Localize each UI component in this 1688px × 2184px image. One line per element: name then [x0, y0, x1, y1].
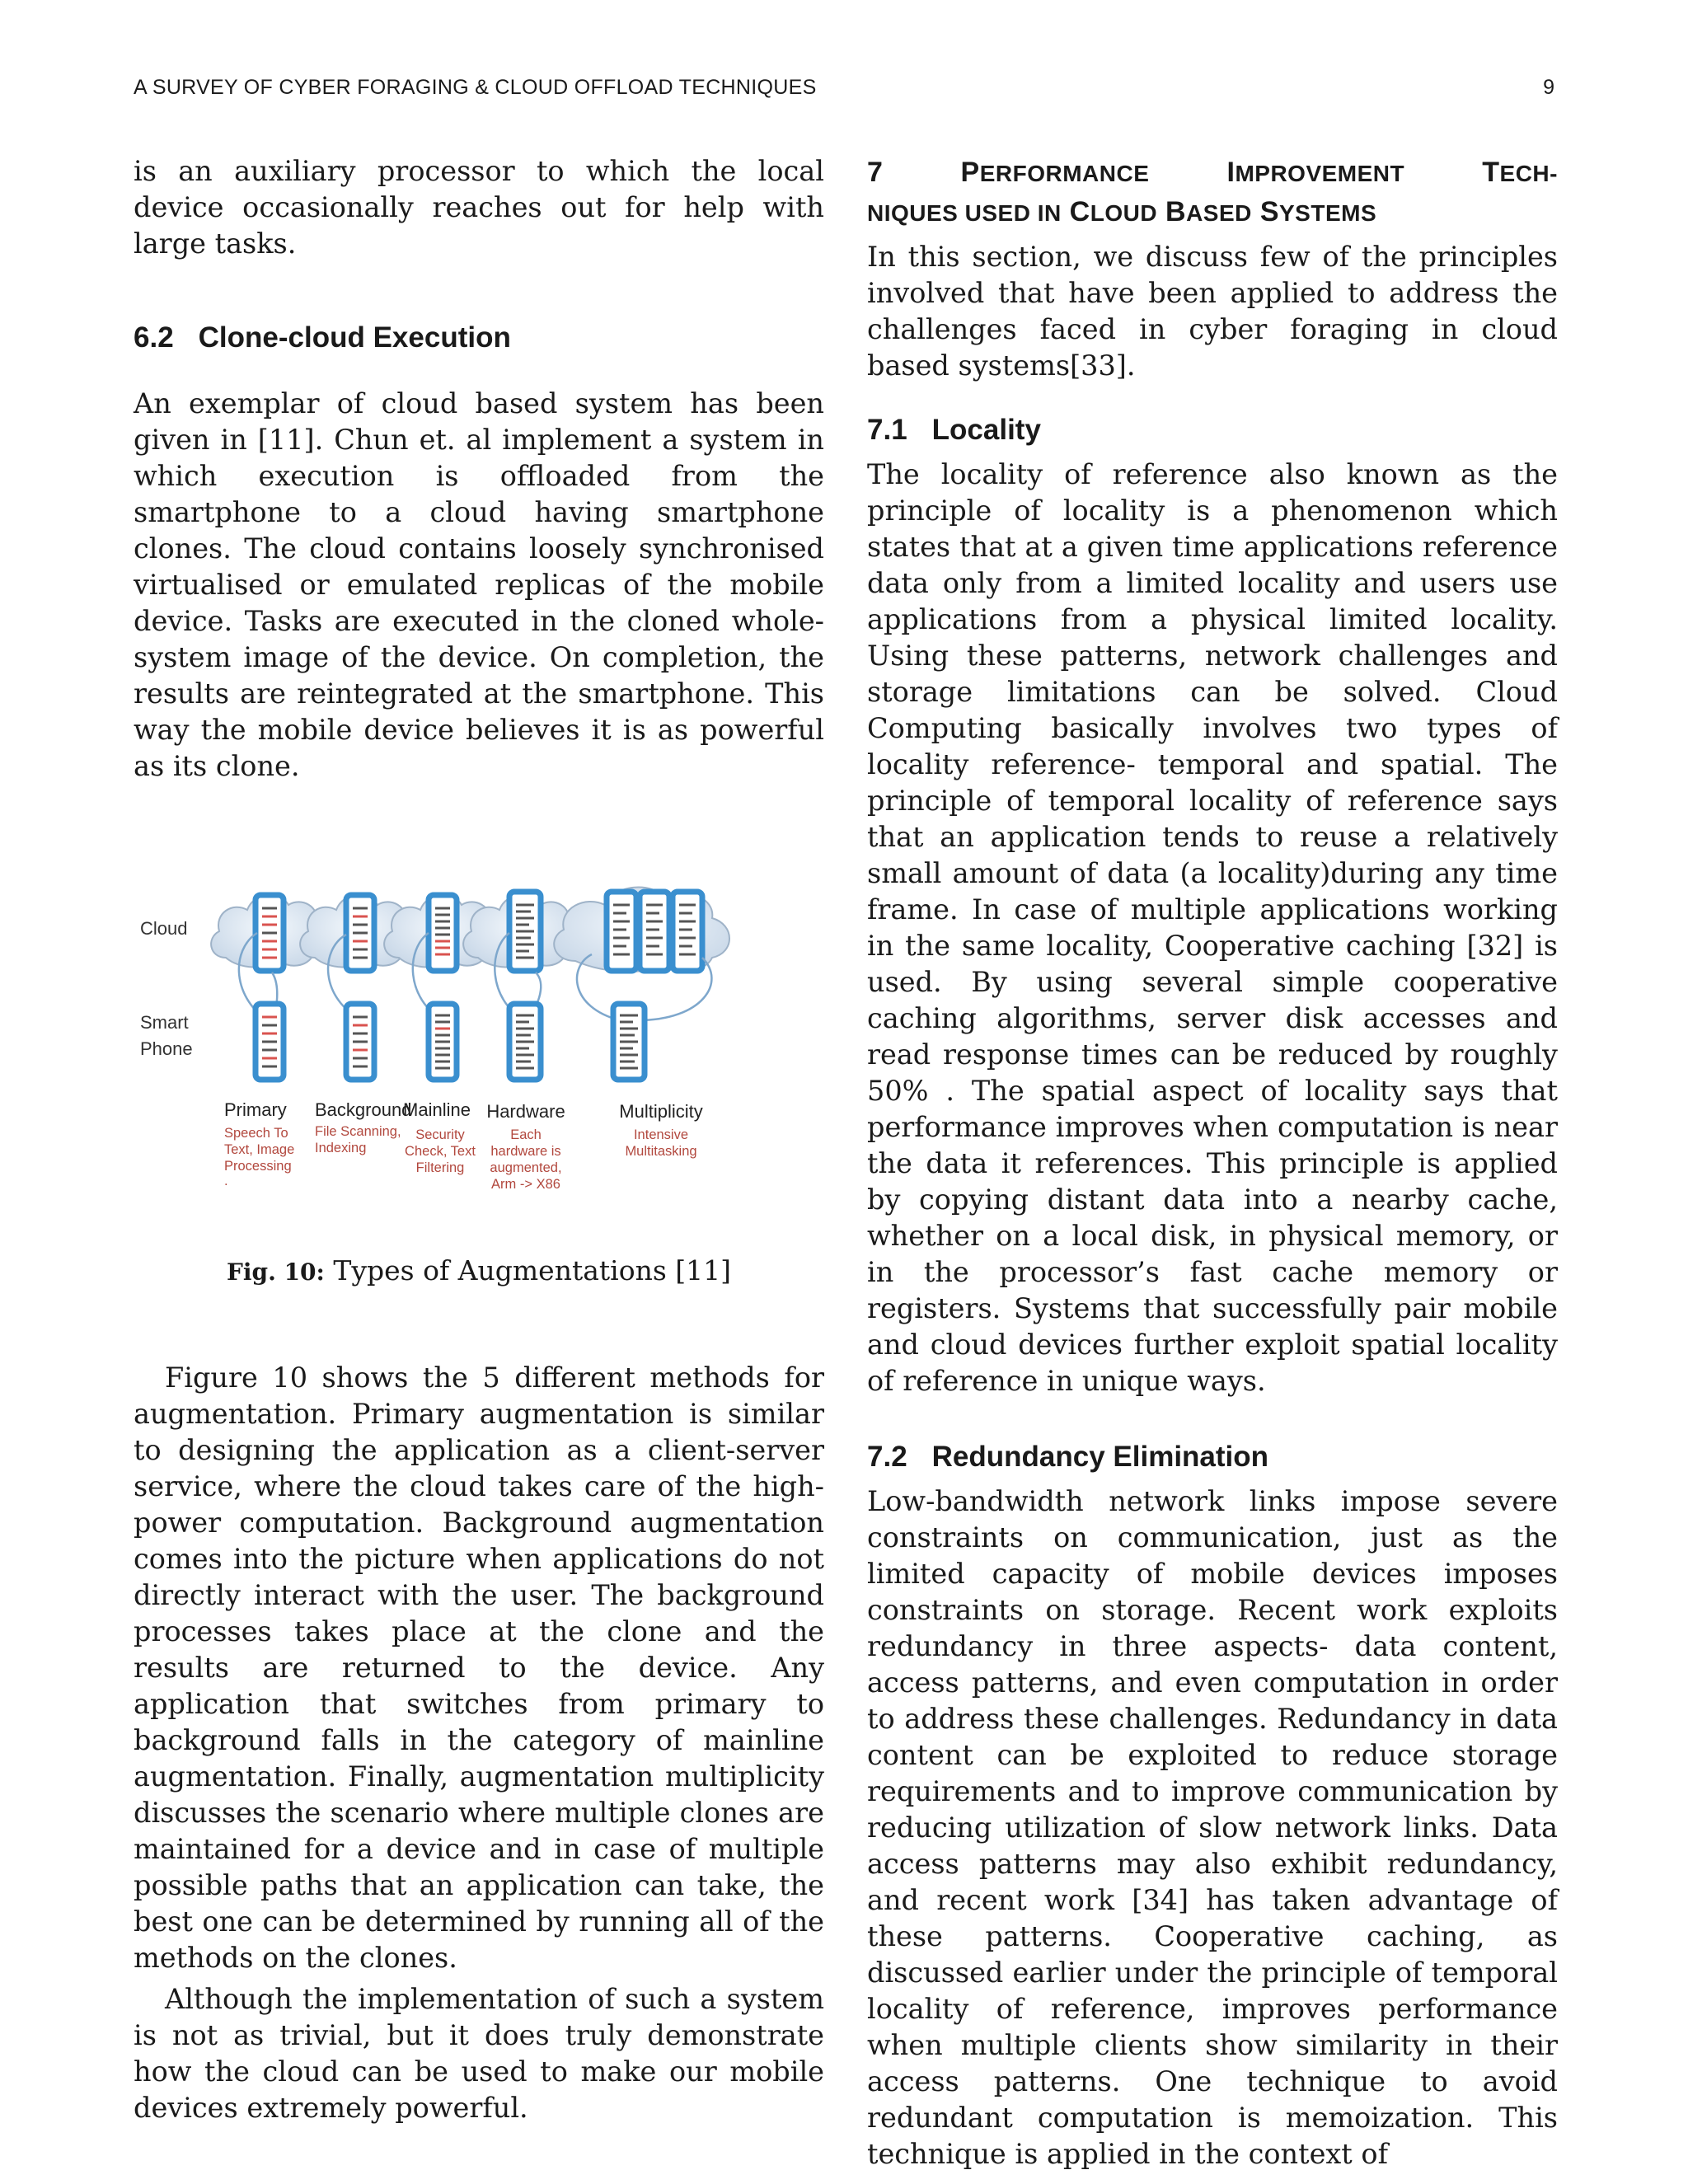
- section-7-smallcaps: ASED: [1186, 200, 1252, 226]
- redundancy-paragraph: Low-bandwidth network links impose severe constraints on communication, just as the limited capacity of mobile devices imposes constraints on storage. Recent work exploits redundancy in three aspects- data content, access patterns, and even computation in order to address these challenges. Redundancy in data content can be exploited to reduce storage requirements and to improve communication by reducing utilization of slow network links. Data access patterns may also exhibit redundancy, and recent work [34] has taken advantage of these patterns. Cooperative caching, as discussed earlier under the principle of temporal locality of reference, improves performance when multiple clients show similarity in their access patterns. One technique to avoid redundant computation is memoization. This technique is applied in the context of: [867, 1485, 1558, 2170]
- cloud-row-label: Cloud: [140, 918, 188, 939]
- hardware-desc-4: Arm -> X86: [491, 1177, 560, 1192]
- section-7-cap: S: [1259, 196, 1279, 227]
- phone-row-label: Phone: [140, 1038, 193, 1059]
- section-7-cap: C: [1069, 196, 1090, 227]
- page-number: 9: [1543, 76, 1554, 99]
- section-7-cap: I: [1226, 157, 1236, 188]
- section-7-smallcaps: LOUD: [1090, 200, 1158, 226]
- section-title: Locality: [931, 414, 1041, 446]
- type-name-hardware: Hardware: [486, 1101, 565, 1122]
- clone-cloud-paragraph: An exemplar of cloud based system has been given in [11]. Chun et. al implement a system in which execution is offloaded from the smartphone to a cloud having smartphone clones. The cloud contains loosely synchronised virtualised or emulated replicas of the mobile device. Tasks are executed in the cloned whole-system image of the device. On completion, the results are reintegrated at the smartphone. This way the mobile device believes it is as powerful as its clone.: [134, 387, 824, 782]
- multiplicity-desc-1: Intensive: [633, 1127, 689, 1142]
- section-7-smallcaps: NIQUES USED IN: [867, 200, 1062, 226]
- figure-caption-text: Types of Augmentations [11]: [333, 1254, 731, 1286]
- type-name-multiplicity: Multiplicity: [619, 1101, 703, 1122]
- primary-desc-2: Text, Image: [224, 1142, 295, 1157]
- figure-caption: [134, 1253, 824, 1291]
- augmentation-figure: [134, 859, 824, 1246]
- section-7-heading: [867, 153, 1558, 232]
- cloud-device-multi-2: [640, 892, 669, 971]
- background-desc-2: Indexing: [315, 1141, 367, 1155]
- section-6-2-heading: [134, 320, 824, 356]
- section-7-cap: P: [960, 157, 980, 188]
- section-7-1-heading: [867, 412, 1558, 448]
- intro-paragraph: is an auxiliary processor to which the local device occasionally reaches out for help with large tasks.: [134, 155, 824, 260]
- section-7-heading-line-2: [867, 193, 1558, 232]
- cloud-device-multi-3: [673, 892, 702, 971]
- section-7-word-improvement: [1227, 153, 1405, 193]
- augmentation-paragraph: Figure 10 shows the 5 different methods for augmentation. Primary augmentation is similar to designing the application as a client-server service, where the cloud takes care of the high-power computation. Background augmentation comes into the picture when applications do not directly interact with the user. The background processes takes place at the clone and the results are returned to the device. Any application that switches from primary to background falls in the category of mainline augmentation. Finally, augmentation multiplicity discusses the scenario where multiple clones are maintained for a device and in case of multiple possible paths that an application can take, the best one can be determined by running all of the methods on the clones.: [134, 1361, 824, 1974]
- mainline-desc-3: Filtering: [415, 1160, 465, 1175]
- section-7-intro-paragraph: In this section, we discuss few of the principles involved that have been applied to address the challenges faced in cyber foraging in cloud based systems[33].: [867, 241, 1558, 382]
- section-7-smallcaps: MPROVEMENT: [1235, 161, 1405, 186]
- primary-desc-3: Processing: [224, 1159, 292, 1174]
- smart-row-label: Smart: [140, 1012, 189, 1033]
- hardware-desc-2: hardware is: [490, 1144, 561, 1159]
- section-7-smallcaps: ERFORMANCE: [979, 161, 1150, 186]
- section-7-smallcaps: ECH-: [1499, 161, 1558, 186]
- cloud-device-multi-1: [607, 892, 636, 971]
- mainline-desc-1: Security: [415, 1127, 465, 1142]
- type-name-primary: Primary: [224, 1099, 287, 1120]
- background-desc-1: File Scanning,: [315, 1124, 401, 1139]
- section-7-cap: T: [1482, 157, 1500, 188]
- hardware-desc-1: Each: [510, 1127, 542, 1142]
- figure-caption-label: Fig. 10:: [226, 1258, 325, 1286]
- cloud-device-mainline: [429, 895, 457, 971]
- multiplicity-desc-2: Multitasking: [625, 1144, 697, 1159]
- section-7-number: 7: [867, 157, 884, 188]
- primary-desc-4: .: [224, 1174, 228, 1188]
- section-7-word-tech: [1482, 153, 1558, 193]
- type-name-mainline: Mainline: [403, 1099, 471, 1120]
- primary-desc-1: Speech To: [224, 1126, 288, 1141]
- section-number: 6.2: [134, 321, 174, 354]
- augmentation-diagram: [134, 859, 824, 1246]
- section-7-cap: B: [1165, 196, 1187, 227]
- locality-paragraph: The locality of reference also known as the principle of locality is a phenomenon which states that at a given time applications reference data only from a limited locality and users use applications from a physical limited locality. Using these patterns, network challenges and storage limitations can be solved. Cloud Computing basically involves two types of locality reference- temporal and spatial. The principle of temporal locality of reference says that an application tends to reuse a relatively small amount of data (a locality)during any time frame. In case of multiple applications working in the same locality, Cooperative caching [32] is used. By using several simple cooperative caching algorithms, server disk accesses and read response times can be reduced by roughly 50% . The spatial aspect of locality says that performance improves when computation is near the data it references. This principle is applied by copying distant data into a nearby cache, whether on a local disk, in physical memory, or in the processor’s fast cache memory or registers. Systems that successfully pair mobile and cloud devices further exploit spatial locality of reference in unique ways.: [867, 458, 1558, 1397]
- mainline-desc-2: Check, Text: [405, 1144, 476, 1159]
- section-7-2-heading: [867, 1439, 1558, 1475]
- section-7-word-performance: [961, 153, 1150, 193]
- section-title: Redundancy Elimination: [931, 1441, 1269, 1473]
- running-head: A SURVEY OF CYBER FORAGING & CLOUD OFFLOAD TECHNIQUES: [134, 76, 817, 99]
- section-7-smallcaps: YSTEMS: [1279, 200, 1377, 226]
- conclusion-paragraph: Although the implementation of such a system is not as trivial, but it does truly demonstrate how the cloud can be used to make our mobile devices extremely powerful.: [134, 1983, 824, 2124]
- hardware-desc-3: augmented,: [490, 1160, 562, 1175]
- section-number: 7.2: [867, 1441, 907, 1473]
- section-7-heading-line-1: [867, 153, 1558, 193]
- section-number: 7.1: [867, 414, 907, 446]
- right-column: [867, 153, 1558, 2172]
- section-title: Clone-cloud Execution: [198, 321, 511, 354]
- left-column: [134, 153, 824, 2126]
- type-name-background: Background: [315, 1099, 412, 1120]
